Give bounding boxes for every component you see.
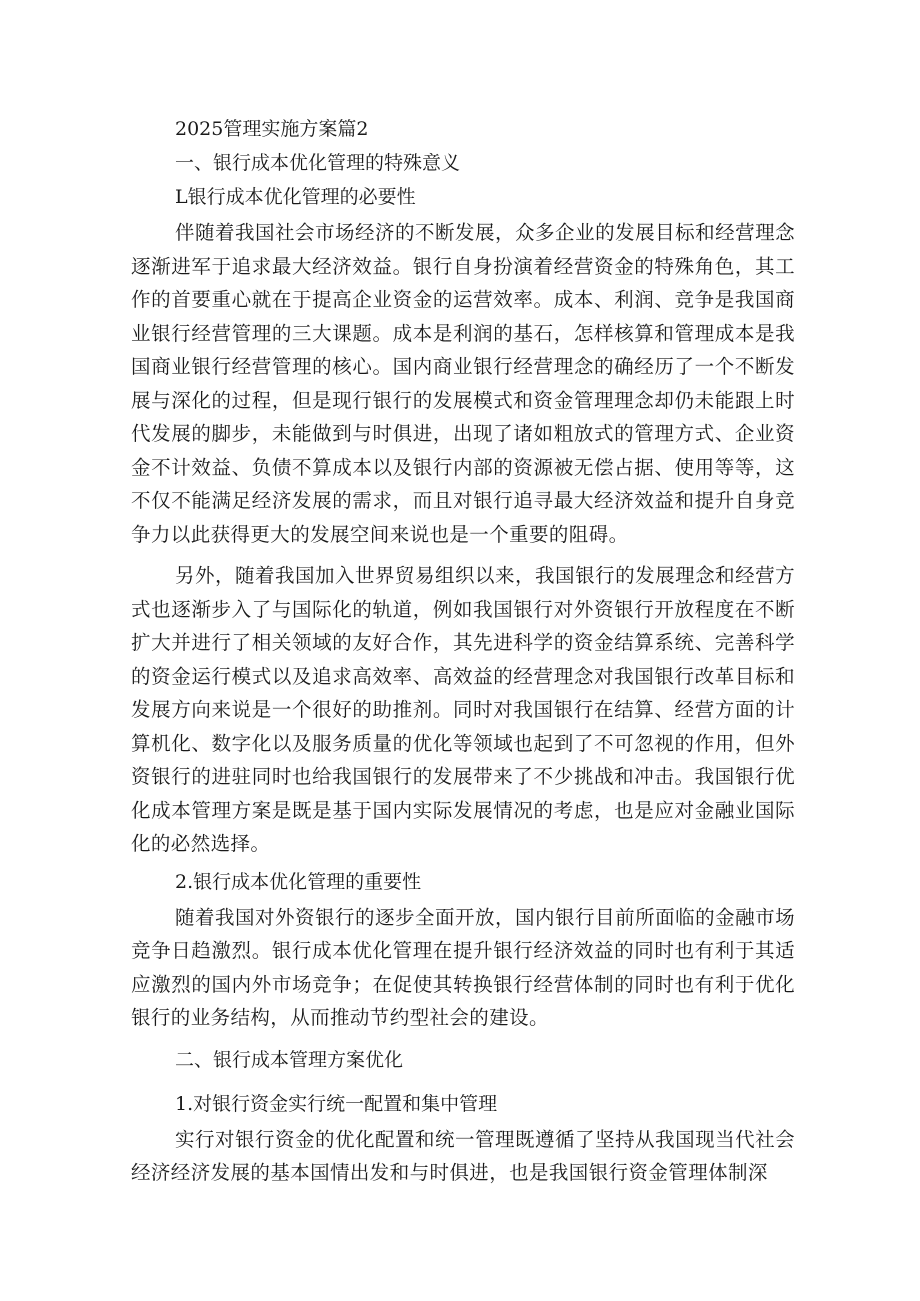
subsection-heading-2: 2.银行成本优化管理的重要性: [175, 870, 422, 893]
subsection-heading-1: L银行成本优化管理的必要性: [175, 186, 416, 208]
document-title: 2025管理实施方案篇2: [175, 118, 369, 140]
paragraph-unified-allocation: 实行对银行资金的优化配置和统一管理既遵循了坚持从我国现当代社会经济经济发展的基本国情出发和与时俱进，也是我国银行资金管理体制深: [131, 1127, 795, 1184]
paragraph-necessity: 伴随着我国社会市场经济的不断发展，众多企业的发展目标和经营理念逐渐进军于追求最大经济效益。银行自身扮演着经营资金的特殊角色，其工作的首要重心就在于提高企业资金的运营效率。成本、利润、竞争是我国商业银行经营管理的三大课题。成本是利润的基石，怎样核算和管理成本是我国商业银行经营管理的核心。国内商业银行经营理念的确经历了一个不断发展与深化的过程，但是现行银行的发展模式和资金管理理念却仍未能跟上时代发展的脚步，未能做到与时俱进，出现了诸如粗放式的管理方式、企业资金不计效益、负债不算成本以及银行内部的资源被无偿占据、使用等等，这不仅不能满足经济发展的需求，而且对银行追寻最大经济效益和提升自身竞争力以此获得更大的发展空间来说也是一个重要的阻碍。: [131, 221, 795, 546]
subsection-heading-3: 1.对银行资金实行统一配置和集中管理: [175, 1092, 498, 1115]
section-heading-1: 一、银行成本优化管理的特殊意义: [175, 152, 461, 174]
section-heading-2: 二、银行成本管理方案优化: [175, 1048, 404, 1071]
paragraph-importance: 随着我国对外资银行的逐步全面开放，国内银行目前所面临的金融市场竞争日趋激烈。银行成本优化管理在提升银行经济效益的同时也有利于其适应激烈的国内外市场竞争；在促使其转换银行经营体制的同时也有利于优化银行的业务结构，从而推动节约型社会的建设。: [131, 905, 795, 1029]
document-body: [131, 114, 795, 1190]
paragraph-internationalization: 另外，随着我国加入世界贸易组织以来，我国银行的发展理念和经营方式也逐渐步入了与国际化的轨道，例如我国银行对外资银行开放程度在不断扩大并进行了相关领域的友好合作，其先进科学的资金结算系统、完善科学的资金运行模式以及追求高效率、高效益的经营理念对我国银行改革目标和发展方向来说是一个很好的助推剂。同时对我国银行在结算、经营方面的计算机化、数字化以及服务质量的优化等领域也起到了不可忽视的作用，但外资银行的进驻同时也给我国银行的发展带来了不少挑战和冲击。我国银行优化成本管理方案是既是基于国内实际发展情况的考虑，也是应对金融业国际化的必然选择。: [131, 564, 795, 855]
